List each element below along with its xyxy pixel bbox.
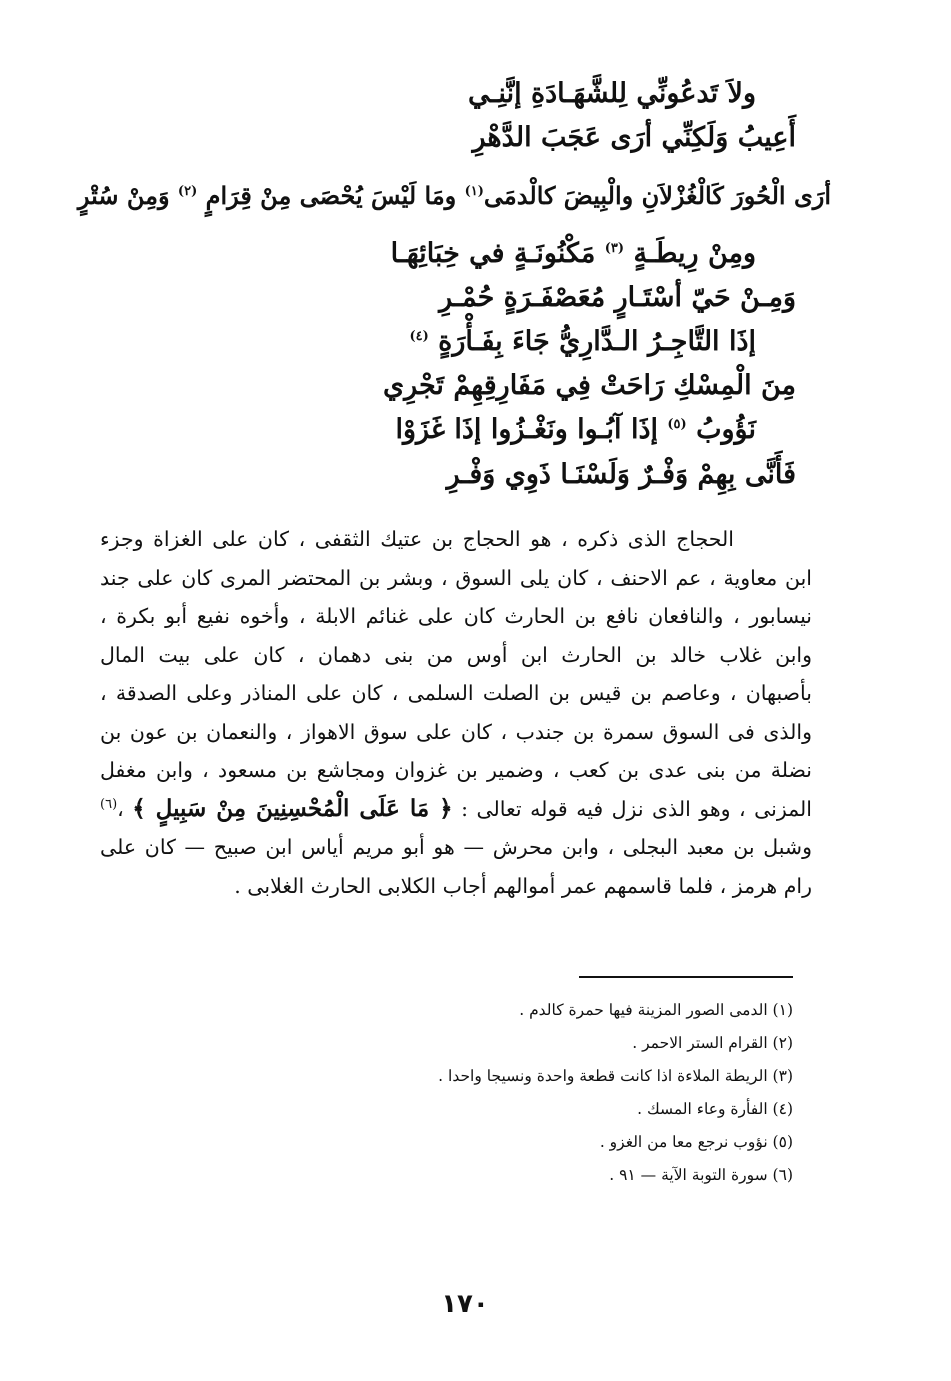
footnote: (٤) الفأرة وعاء المسك .	[637, 1100, 793, 1118]
verse-text: وَمِـنْ حَيّ أسْتَـارٍ مُعَصْفَـرَةٍ حُمْـرِ	[439, 282, 796, 313]
verse-line-4	[391, 234, 756, 274]
verse-text: ولاَ تَدعُونِّي لِلشَّهَـادَةِ إنَّنِـي	[468, 78, 756, 109]
footnote: (٣) الريطة الملاءة اذا كانت قطعة واحدة ونسيجا واحدا .	[438, 1067, 793, 1085]
prose-line: ابن معاوية ، عم الاحنف ، كان يلى السوق ، وبشر بن المحتضر المرى كان على جند	[100, 565, 812, 590]
prose-line: بأصبهان ، وعاصم بن قيس بن الصلت السلمى ، كان على المناذر وعلى الصدقة ،	[100, 681, 812, 705]
page-number: ١٧٠	[441, 1289, 489, 1319]
footnote: (٦) سورة التوبة الآية — ٩١ .	[609, 1166, 793, 1184]
prose-line: الحجاج الذى ذكره ، هو الحجاج بن عتيك الثقفى ، كان على الغزاة وجزء	[100, 527, 734, 551]
quran-verse: ﴿ مَا عَلَى الْمُحْسِنِينَ مِنْ سَبِيلٍ ﴾	[132, 794, 453, 822]
footnote-marker: (٣)	[604, 241, 625, 256]
footnotes	[273, 994, 793, 1192]
verse-line-9	[447, 455, 796, 495]
footnote: (٥) نؤوب نرجع معا من الغزو .	[599, 1133, 793, 1151]
verse-line-7	[383, 366, 796, 406]
prose-line: والذى فى السوق سمرة بن جندب ، كان على سوق الاهواز ، والنعمان بن عون بن	[100, 719, 812, 744]
prose-line: رام هرمز ، فلما قاسمهم عمر أموالهم أجاب الكلابى الحارث الغلابى .	[234, 873, 812, 898]
footnote-marker: (٥)	[667, 417, 687, 432]
verse-text: مِنَ الْمِسْكِ رَاحَتْ فِي مَفَارِقِهِمْ تَجْرِي	[382, 370, 796, 401]
footnote-marker: (٦)	[100, 796, 118, 812]
verse-text: إذَا التَّاجِـرُ الـدَّارِيُّ جَاءَ بِفَـأْرَةٍ	[438, 326, 756, 357]
verse-text: أَعِيبُ وَلَكِنِّي أرَى عَجَبَ الدَّهْرِ	[472, 122, 796, 153]
verse-text: مَكْنُونَـةٍ في خِبَائِهَـا	[390, 238, 596, 269]
verse-line-2	[473, 118, 796, 158]
verse-text: فَأَنَّى بِهِمْ وَفْـرٌ وَلَسْنَـا ذَوِي وَفْـرِ	[446, 459, 796, 490]
prose-paragraph	[100, 520, 812, 905]
prose-line: وشبل بن معبد البجلى ، وابن محرش — هو أبو مريم أياس ابن صبيح — كان على	[100, 835, 812, 859]
footnote: (١) الدمى الصور المزينة فيها حمرة كالدم .	[519, 1001, 793, 1019]
prose-line-with-quran	[100, 790, 812, 829]
verse-line-3	[78, 176, 831, 216]
footnote: (٢) القرام الستر الاحمر .	[632, 1034, 793, 1052]
verse-line-1	[468, 74, 756, 114]
prose-line: وابن غلاب خالد بن الحارث ابن أوس من بنى دهمان ، كان على بيت المال	[100, 642, 812, 667]
verse-text: وَمِنْ سُتْرٍ	[77, 181, 170, 210]
prose-line: نضلة من بنى عدى بن كعب ، وضمير بن غزوان ومجاشع بن مسعود ، وابن مغفل	[100, 758, 812, 782]
verse-line-8	[395, 410, 756, 450]
verse-text: ومِنْ رِيطَـةٍ	[633, 238, 756, 269]
verse-text: نَؤُوبُ	[696, 414, 756, 445]
verse-text: أرَى الْحُورَ كَالْغُزْلاَنِ والْبِيضَ كالْدمَى	[483, 181, 831, 210]
footnote-marker: (١)	[464, 184, 484, 199]
verse-text: ومَا لَيْسَ يُحْصَى مِنْ قِرَامٍ	[205, 181, 457, 210]
verse-text: إذَا آبُـوا ونَغْـزُوا إذَا غَزَوْا	[395, 414, 658, 445]
footnote-divider	[579, 976, 793, 978]
footnote-marker: (٢)	[177, 184, 198, 199]
prose-text: ،	[117, 796, 124, 821]
prose-text: المزنى ، وهو الذى نزل فيه قوله تعالى :	[461, 796, 812, 821]
verse-line-5	[439, 278, 796, 318]
verse-line-6	[409, 322, 756, 362]
footnote-marker: (٤)	[409, 329, 429, 344]
prose-line: نيسابور ، والنافعان نافع بن الحارث كان على غنائم الابلة ، وأخوه نفيع أبو بكرة ،	[100, 604, 812, 628]
